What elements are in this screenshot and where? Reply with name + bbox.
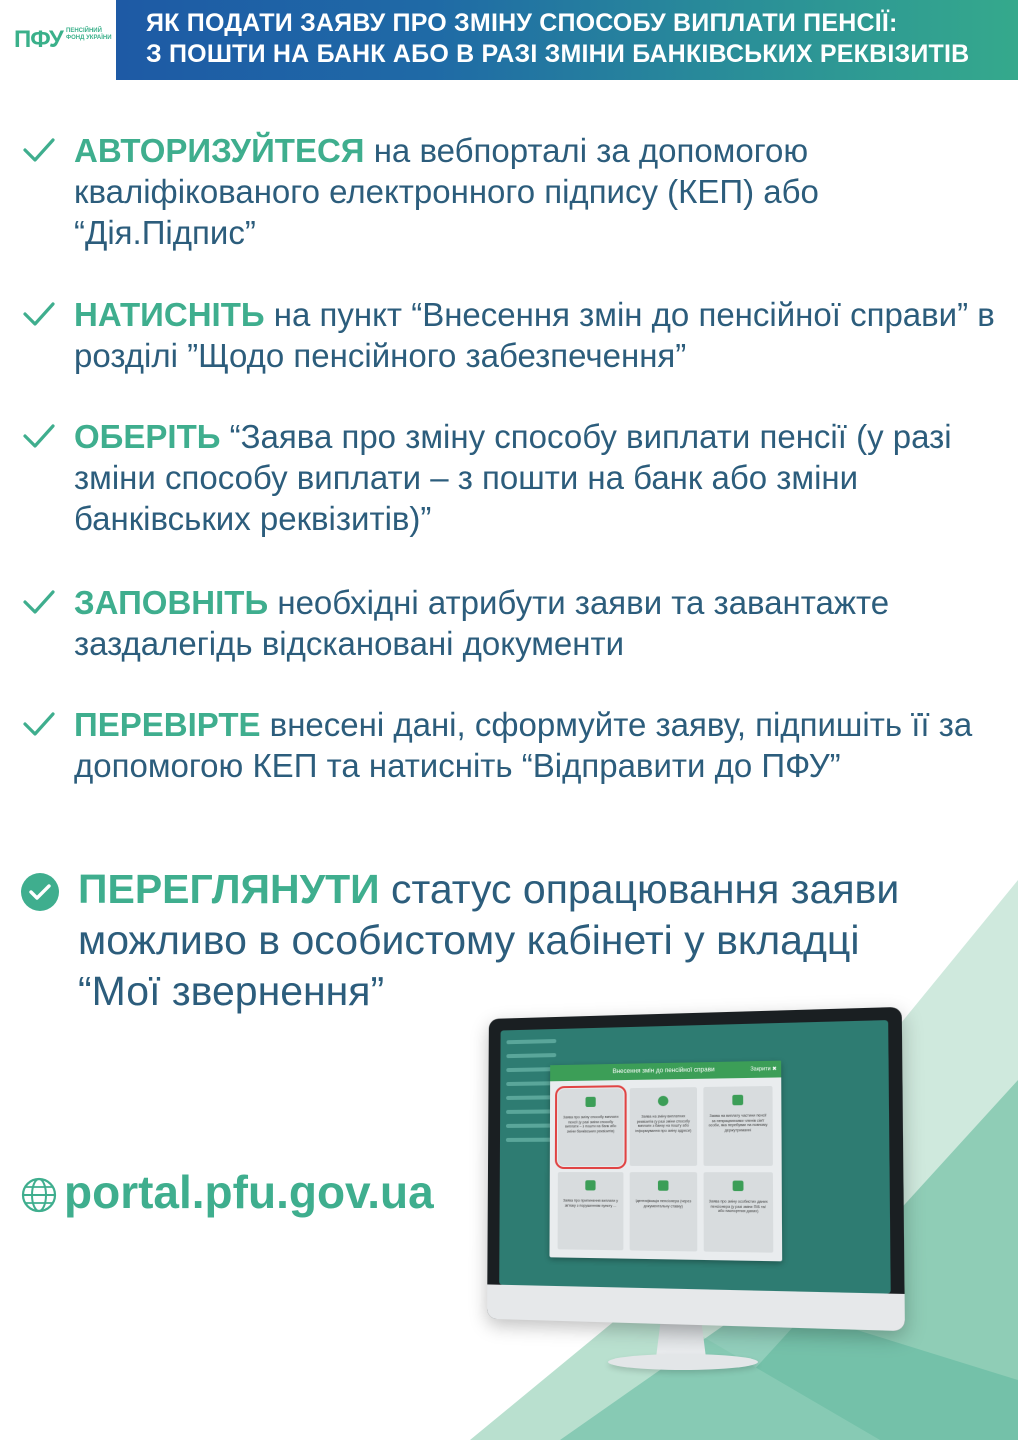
id-card-icon [658, 1180, 669, 1190]
note-text [78, 864, 938, 1017]
page-title [116, 0, 1018, 80]
title-line-1: ЯК ПОДАТИ ЗАЯВУ ПРО ЗМІНУ СПОСОБУ ВИПЛАТИ ПЕНСІЇ: [146, 9, 898, 37]
monitor-frame [487, 1007, 905, 1331]
pfu-logo [14, 24, 114, 60]
logo-mark: ПФУ [14, 26, 63, 53]
dialog-tile: Заява на виплату частини пенсії за непрацюючими членів сім'ї особи, яка перебуває на повному держутриманні [703, 1086, 773, 1166]
step-keyword: ОБЕРІТЬ [74, 418, 221, 455]
title-line-2: З ПОШТИ НА БАНК АБО В РАЗІ ЗМІНИ БАНКІВСЬКИХ РЕКВІЗИТІВ [146, 40, 970, 68]
step-description: “Заява про зміну способу виплати пенсії (у разі зміни способу виплати – з пошти на банк або зміни банківських реквізитів)” [74, 418, 952, 537]
checkmark-icon [22, 710, 56, 738]
step-text [74, 416, 1004, 539]
checkmark-icon [22, 300, 56, 328]
portal-url[interactable]: portal.pfu.gov.ua [64, 1166, 434, 1218]
info-icon [658, 1096, 669, 1106]
dialog-tile: Заява на зміну виплатних реквізитів (у разі зміни способу виплати з банку на пошту або інформування про зміну адреси) [630, 1087, 697, 1166]
step-description: на пункт “Внесення змін до пенсійної справи” в розділі ”Щодо пенсійного забезпечення” [74, 296, 995, 374]
step-description: внесені дані, сформуйте заяву, підпишіть її за допомогою КЕП та натисніть “Відправити до ПФУ” [74, 706, 973, 784]
note-keyword: ПЕРЕГЛЯНУТИ [78, 866, 380, 912]
globe-icon [20, 1176, 58, 1214]
dialog-tile: Ідентифікація пенсіонера (через документальну ставку) [630, 1172, 698, 1251]
document-icon [585, 1097, 595, 1107]
step-text [74, 130, 1004, 253]
step-text [74, 582, 1004, 664]
note-description: статус опрацювання заяви можливо в особистому кабінеті у вкладці “Мої звернення” [78, 866, 900, 1014]
clipboard-icon [585, 1180, 595, 1190]
checkmark-icon [22, 422, 56, 450]
check-circle-icon [20, 872, 60, 912]
step-text [74, 704, 1004, 786]
portal-link[interactable] [20, 1162, 480, 1222]
step-text [74, 294, 1004, 376]
checkmark-icon [22, 136, 56, 164]
person-icon [733, 1181, 744, 1192]
checkmark-icon [22, 588, 56, 616]
step-description: необхідні атрибути заяви та завантажте заздалегідь відскановані документи [74, 584, 890, 662]
monitor-illustration [488, 1018, 888, 1378]
dialog-close: Закрити ✖ [750, 1065, 777, 1073]
logo-text: ПЕНСІЙНИЙ ФОНД УКРАЇНИ [66, 28, 112, 41]
dialog-tile-selected: Заява про зміну способу виплати пенсії (у разі зміни способу виплати – з пошти на банк або зміни банківських реквізитів) [558, 1088, 624, 1166]
dialog-title: Внесення змін до пенсійної справи [612, 1067, 715, 1076]
step-keyword: ПЕРЕВІРТЕ [74, 706, 261, 743]
step-description: на вебпорталі за допомогою кваліфікованого електронного підпису (КЕП) або “Дія.Підпис” [74, 132, 819, 251]
dialog-tile: Заява про зміну особистих даних пенсіонера (у разі зміни ПІБ та/або паспортних даних) [704, 1172, 774, 1253]
step-keyword: НАТИСНІТЬ [74, 296, 265, 333]
dialog-tile: Заява про припинення виплати у зв'язку з порушенням пункту ... [558, 1172, 624, 1250]
dialog-tiles [549, 1077, 782, 1261]
step-keyword: ЗАПОВНІТЬ [74, 584, 269, 621]
screen-dialog [549, 1061, 782, 1262]
monitor-screen [499, 1020, 891, 1294]
monitor-stand-base [608, 1354, 758, 1370]
header [0, 0, 1018, 80]
step-keyword: АВТОРИЗУЙТЕСЯ [74, 132, 365, 169]
users-icon [732, 1095, 743, 1106]
